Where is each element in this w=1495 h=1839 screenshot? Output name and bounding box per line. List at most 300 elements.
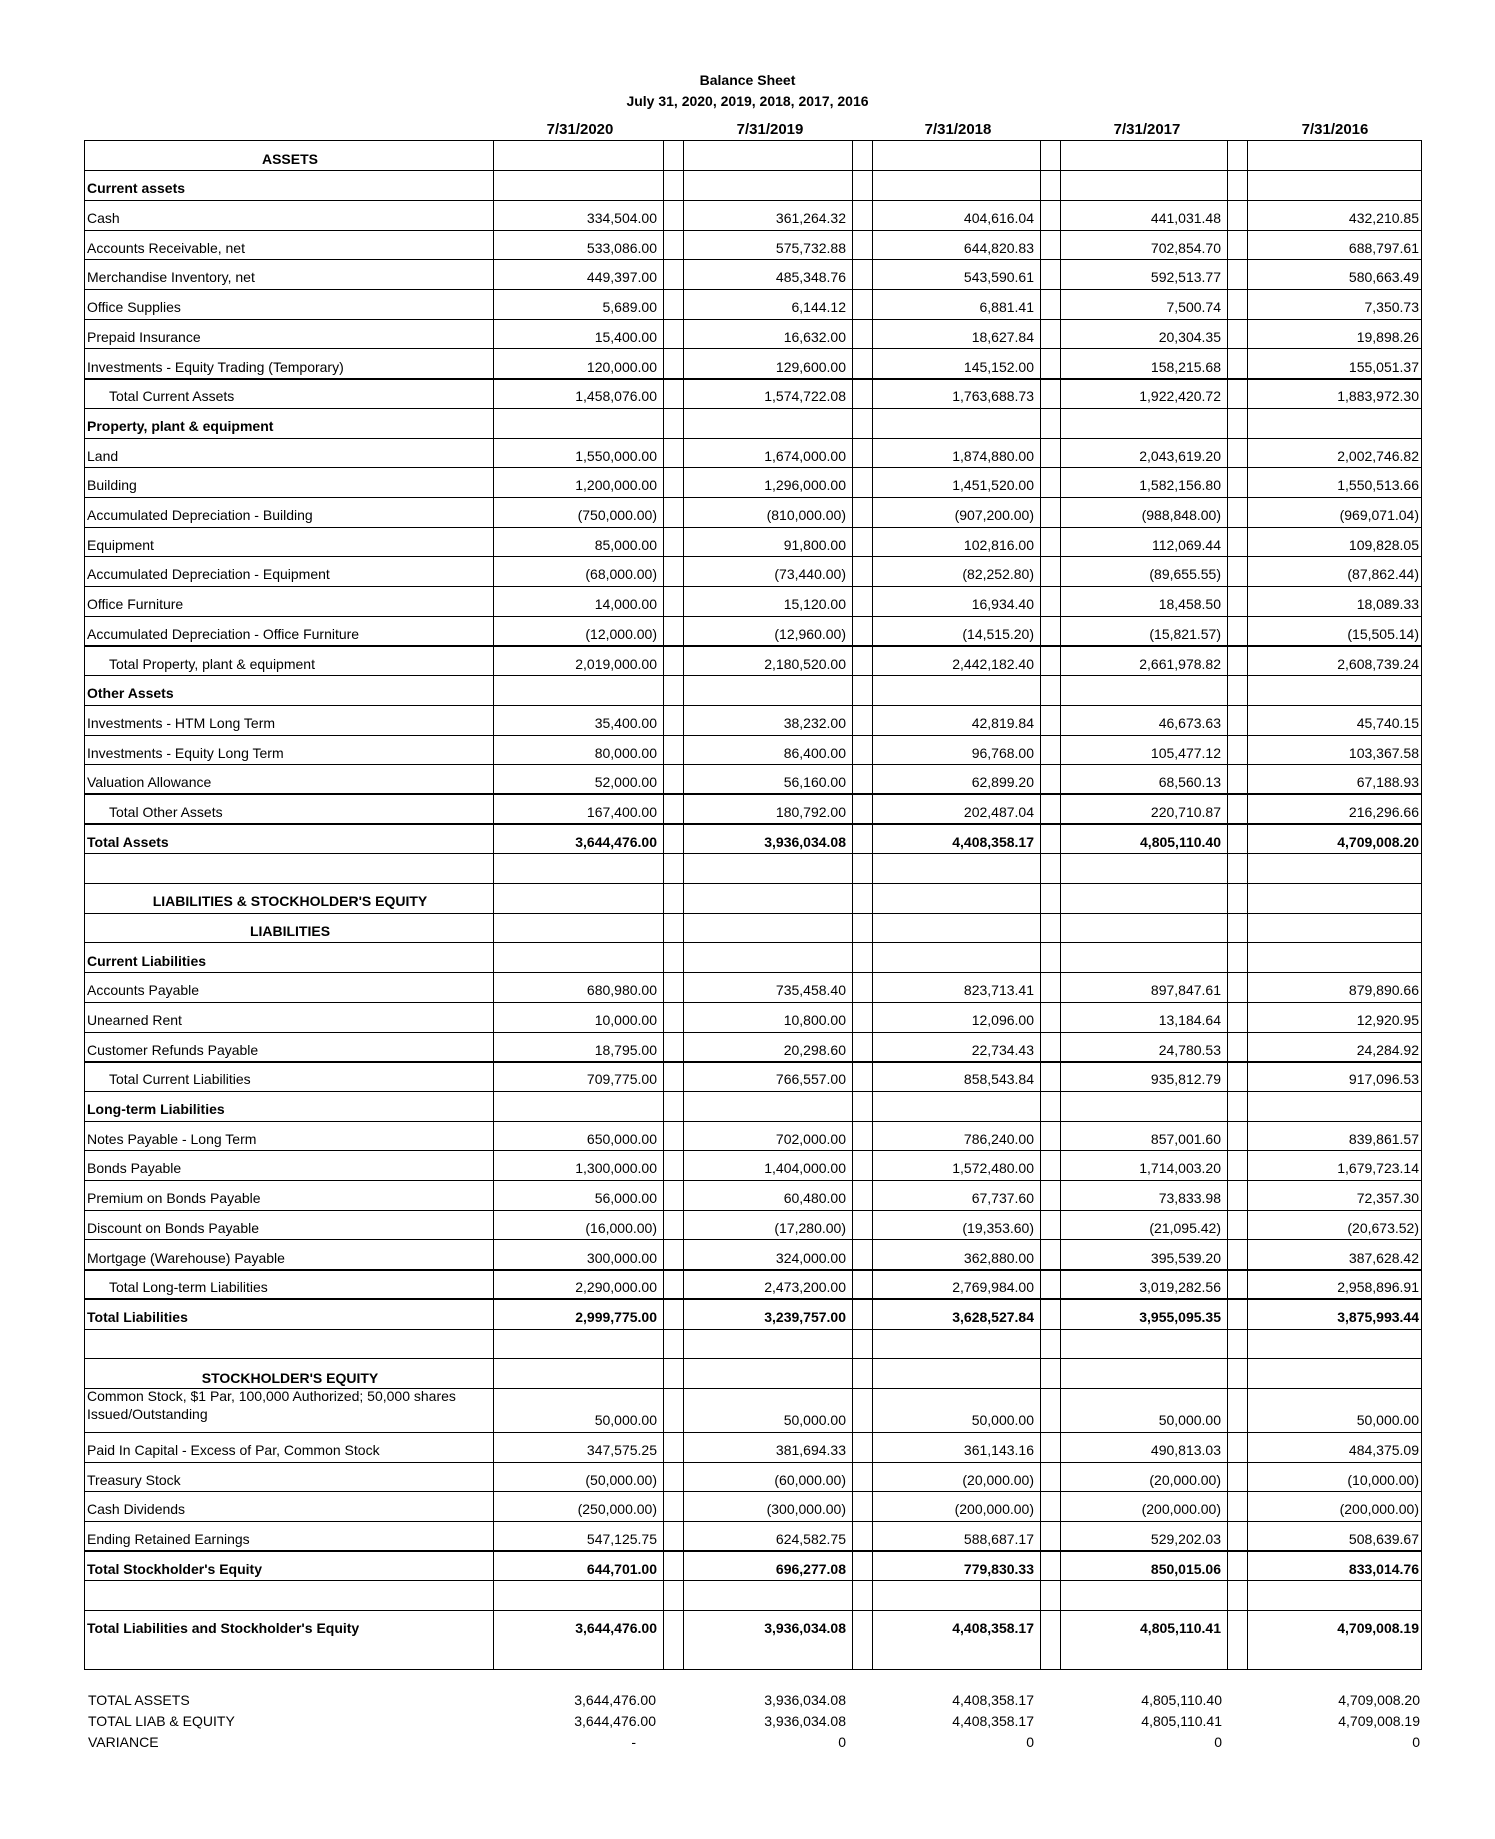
cell-value: 362,880.00 <box>963 1249 1034 1266</box>
cell-value: 86,400.00 <box>783 744 846 761</box>
cell-value: 3,936,034.08 <box>764 1620 846 1637</box>
cell-value: 15,120.00 <box>783 596 846 613</box>
cell-value: 449,397.00 <box>586 269 657 286</box>
cell-value: 702,854.70 <box>1150 239 1221 256</box>
row-label: Total Property, plant & equipment <box>109 655 315 672</box>
cell-value: 1,550,000.00 <box>575 447 657 464</box>
summary-label: VARIANCE <box>88 1734 159 1750</box>
cell-value: (87,862.44) <box>1347 566 1419 583</box>
table-row <box>85 1181 1421 1211</box>
cell-value: 216,296.66 <box>1348 804 1419 821</box>
cell-value: 1,714,003.20 <box>1139 1160 1221 1177</box>
table-row <box>85 646 1421 676</box>
row-label: Land <box>87 447 119 464</box>
row-label: Common Stock, $1 Par, 100,000 Authorized; 50,000 shares Issued/Outstanding <box>87 1388 456 1422</box>
table-row <box>85 557 1421 587</box>
cell-value: (12,000.00) <box>585 625 657 642</box>
table-row <box>85 379 1421 409</box>
cell-value: 547,125.75 <box>586 1531 657 1548</box>
row-label: Valuation Allowance <box>87 774 212 791</box>
row-label: Ending Retained Earnings <box>87 1531 250 1548</box>
cell-value: 50,000.00 <box>1158 1412 1221 1429</box>
cell-value: 20,304.35 <box>1158 328 1221 345</box>
table-row <box>85 349 1421 379</box>
cell-value: 96,768.00 <box>971 744 1034 761</box>
table-row <box>85 1210 1421 1240</box>
cell-value: (89,655.55) <box>1149 566 1221 583</box>
row-label: Current Liabilities <box>87 952 207 969</box>
cell-value: 300,000.00 <box>586 1249 657 1266</box>
cell-value: (16,000.00) <box>585 1219 657 1236</box>
cell-value: 112,069.44 <box>1151 536 1221 553</box>
cell-value: 508,639.67 <box>1348 1531 1419 1548</box>
cell-value: 1,296,000.00 <box>764 477 846 494</box>
cell-value: 533,086.00 <box>586 239 657 256</box>
cell-value: (750,000.00) <box>577 507 657 524</box>
cell-value: 10,800.00 <box>783 1011 846 1028</box>
row-label: Treasury Stock <box>87 1471 181 1488</box>
cell-value: (969,071.04) <box>1339 507 1419 524</box>
cell-value: 1,451,520.00 <box>952 477 1034 494</box>
cell-value: 13,184.64 <box>1158 1011 1221 1028</box>
cell-value: 1,300,000.00 <box>575 1160 657 1177</box>
cell-value: (200,000.00) <box>1141 1501 1221 1518</box>
cell-value: (300,000.00) <box>766 1501 846 1518</box>
cell-value: 6,881.41 <box>979 299 1034 316</box>
cell-value: 917,096.53 <box>1348 1071 1419 1088</box>
cell-value: 85,000.00 <box>594 536 657 553</box>
row-label: Cash Dividends <box>87 1501 186 1518</box>
cell-value: 22,734.43 <box>971 1041 1034 1058</box>
cell-value: 50,000.00 <box>1356 1412 1419 1429</box>
table-row <box>85 468 1421 498</box>
cell-value: 18,089.33 <box>1356 596 1419 613</box>
column-header: 7/31/2020 <box>546 121 614 138</box>
row-label: Current assets <box>87 180 186 197</box>
summary-value: 4,805,110.41 <box>1141 1713 1222 1729</box>
cell-value: 381,694.33 <box>775 1442 846 1459</box>
row-label: LIABILITIES <box>249 922 331 939</box>
table-row <box>85 616 1421 646</box>
sheet-subtitle: July 31, 2020, 2019, 2018, 2017, 2016 <box>626 93 869 109</box>
cell-value: (82,252.80) <box>962 566 1034 583</box>
cell-value: 543,590.61 <box>963 269 1034 286</box>
cell-value: 644,701.00 <box>586 1560 657 1577</box>
row-label: Investments - Equity Long Term <box>87 744 284 761</box>
cell-value: 16,934.40 <box>971 596 1034 613</box>
cell-value: 67,188.93 <box>1356 774 1419 791</box>
column-header: 7/31/2016 <box>1301 121 1369 138</box>
cell-value: 15,400.00 <box>594 328 657 345</box>
blank-row <box>85 1329 1421 1359</box>
cell-value: 80,000.00 <box>594 744 657 761</box>
row-label: Notes Payable - Long Term <box>87 1130 257 1147</box>
cell-value: 10,000.00 <box>594 1011 657 1028</box>
cell-value: 2,958,896.91 <box>1337 1279 1419 1296</box>
table-row <box>85 1299 1421 1329</box>
row-label: Customer Refunds Payable <box>87 1041 259 1058</box>
row-label: Total Other Assets <box>109 804 223 821</box>
row-label: Equipment <box>87 536 154 553</box>
cell-value: 16,632.00 <box>783 328 846 345</box>
cell-value: 347,575.25 <box>586 1442 657 1459</box>
cell-value: 155,051.37 <box>1348 358 1419 375</box>
cell-value: 588,687.17 <box>963 1531 1034 1548</box>
cell-value: 45,740.15 <box>1356 714 1419 731</box>
cell-value: (12,960.00) <box>774 625 846 642</box>
cell-value: 432,210.85 <box>1348 210 1419 227</box>
summary-value: 0 <box>1214 1734 1222 1750</box>
table-row <box>85 943 1421 973</box>
cell-value: (988,848.00) <box>1141 507 1221 524</box>
summary-value: 3,936,034.08 <box>764 1692 846 1708</box>
cell-value: 839,861.57 <box>1348 1130 1419 1147</box>
row-label: Investments - HTM Long Term <box>87 714 276 731</box>
cell-value: 395,539.20 <box>1150 1249 1221 1266</box>
cell-value: 2,473,200.00 <box>764 1279 846 1296</box>
cell-value: 52,000.00 <box>594 774 657 791</box>
row-label: Total Long-term Liabilities <box>109 1279 268 1296</box>
cell-value: 2,769,984.00 <box>952 1279 1034 1296</box>
blank-row <box>85 854 1421 884</box>
cell-value: 120,000.00 <box>586 358 657 375</box>
table-row <box>85 1270 1421 1300</box>
table-row <box>85 1062 1421 1092</box>
cell-value: 109,828.05 <box>1348 536 1419 553</box>
cell-value: 688,797.61 <box>1348 239 1419 256</box>
summary-row <box>84 1734 1424 1754</box>
cell-value: 2,608,739.24 <box>1337 655 1419 672</box>
summary-value: 0 <box>1026 1734 1034 1750</box>
cell-value: 4,805,110.41 <box>1140 1620 1221 1637</box>
cell-value: 696,277.08 <box>775 1560 846 1577</box>
sheet-title: Balance Sheet <box>699 72 796 88</box>
cell-value: (14,515.20) <box>962 625 1034 642</box>
cell-value: 12,920.95 <box>1356 1011 1419 1028</box>
cell-value: 7,350.73 <box>1364 299 1419 316</box>
row-label: Cash <box>87 210 120 227</box>
row-label: Merchandise Inventory, net <box>87 269 255 286</box>
cell-value: 50,000.00 <box>783 1412 846 1429</box>
table-row <box>85 1462 1421 1492</box>
cell-value: 67,737.60 <box>971 1190 1034 1207</box>
table-row <box>85 171 1421 201</box>
cell-value: 4,709,008.19 <box>1337 1620 1419 1637</box>
cell-value: (20,673.52) <box>1347 1219 1419 1236</box>
table-row <box>85 200 1421 230</box>
cell-value: 387,628.42 <box>1348 1249 1419 1266</box>
cell-value: (21,095.42) <box>1149 1219 1221 1236</box>
row-label: Discount on Bonds Payable <box>87 1219 259 1236</box>
table-row <box>85 735 1421 765</box>
summary-value: 3,936,034.08 <box>764 1713 846 1729</box>
table-row <box>85 1240 1421 1270</box>
table-row <box>85 1611 1421 1641</box>
cell-value: (60,000.00) <box>774 1471 846 1488</box>
table-row <box>85 497 1421 527</box>
summary-value: 4,408,358.17 <box>952 1692 1034 1708</box>
cell-value: (17,280.00) <box>774 1219 846 1236</box>
cell-value: 709,775.00 <box>586 1071 657 1088</box>
cell-value: 823,713.41 <box>963 982 1034 999</box>
cell-value: 404,616.04 <box>963 210 1034 227</box>
cell-value: 361,264.32 <box>775 210 846 227</box>
cell-value: 180,792.00 <box>775 804 846 821</box>
column-header: 7/31/2018 <box>924 121 992 138</box>
cell-value: 6,144.12 <box>791 299 846 316</box>
cell-value: 580,663.49 <box>1348 269 1419 286</box>
cell-value: 2,290,000.00 <box>575 1279 657 1296</box>
cell-value: 202,487.04 <box>963 804 1034 821</box>
cell-value: 779,830.33 <box>963 1560 1034 1577</box>
summary-row <box>84 1713 1424 1733</box>
row-label: Building <box>87 477 137 494</box>
row-label: Accounts Receivable, net <box>87 239 245 256</box>
table-row <box>85 290 1421 320</box>
table-row <box>85 884 1421 914</box>
table-row <box>85 230 1421 260</box>
row-label: Other Assets <box>87 685 174 702</box>
cell-value: 3,644,476.00 <box>575 833 657 850</box>
summary-value: 4,709,008.20 <box>1338 1692 1420 1708</box>
cell-value: (20,000.00) <box>1149 1471 1221 1488</box>
cell-value: 3,239,757.00 <box>764 1308 846 1325</box>
row-label: Office Supplies <box>87 299 181 316</box>
cell-value: (15,821.57) <box>1149 625 1221 642</box>
cell-value: 1,582,156.80 <box>1139 477 1221 494</box>
cell-value: 490,813.03 <box>1150 1442 1221 1459</box>
cell-value: (10,000.00) <box>1347 1471 1419 1488</box>
summary-value: 3,644,476.00 <box>574 1713 656 1729</box>
table-row <box>85 1032 1421 1062</box>
cell-value: 73,833.98 <box>1158 1190 1221 1207</box>
cell-value: 361,143.16 <box>963 1442 1034 1459</box>
row-label: Property, plant & equipment <box>87 417 274 434</box>
cell-value: 441,031.48 <box>1150 210 1221 227</box>
cell-value: 24,284.92 <box>1356 1041 1419 1058</box>
cell-value: 56,160.00 <box>783 774 846 791</box>
table-row <box>85 794 1421 824</box>
cell-value: 680,980.00 <box>586 982 657 999</box>
cell-value: 1,874,880.00 <box>952 447 1034 464</box>
row-label: Total Current Liabilities <box>109 1071 251 1088</box>
cell-value: 35,400.00 <box>594 714 657 731</box>
table-row <box>85 1121 1421 1151</box>
cell-value: 103,367.58 <box>1348 744 1419 761</box>
summary-value: 0 <box>838 1734 846 1750</box>
table-row <box>85 1002 1421 1032</box>
cell-value: 735,458.40 <box>775 982 846 999</box>
table-row <box>85 676 1421 706</box>
table-row <box>85 1091 1421 1121</box>
cell-value: 1,200,000.00 <box>575 477 657 494</box>
cell-value: 3,955,095.35 <box>1139 1308 1221 1325</box>
cell-value: 19,898.26 <box>1356 328 1419 345</box>
cell-value: 38,232.00 <box>783 714 846 731</box>
row-label: Office Furniture <box>87 596 184 613</box>
row-label: Total Assets <box>87 833 169 850</box>
cell-value: 102,816.00 <box>963 536 1034 553</box>
cell-value: 145,152.00 <box>963 358 1034 375</box>
column-header: 7/31/2019 <box>736 121 804 138</box>
cell-value: 158,215.68 <box>1150 358 1221 375</box>
cell-value: (50,000.00) <box>585 1471 657 1488</box>
table-row <box>85 1522 1421 1552</box>
cell-value: (907,200.00) <box>954 507 1034 524</box>
table-row <box>85 319 1421 349</box>
cell-value: 220,710.87 <box>1150 804 1221 821</box>
summary-row <box>84 1692 1424 1712</box>
cell-value: 1,574,722.08 <box>764 388 846 405</box>
cell-value: 24,780.53 <box>1158 1041 1221 1058</box>
cell-value: 1,458,076.00 <box>575 388 657 405</box>
cell-value: 167,400.00 <box>586 804 657 821</box>
row-label: Prepaid Insurance <box>87 328 201 345</box>
cell-value: 5,689.00 <box>602 299 657 316</box>
table-row <box>85 527 1421 557</box>
row-label: STOCKHOLDER'S EQUITY <box>201 1370 379 1387</box>
cell-value: 935,812.79 <box>1150 1071 1221 1088</box>
column-header: 7/31/2017 <box>1113 121 1181 138</box>
cell-value: 2,442,182.40 <box>952 655 1034 672</box>
table-row <box>85 824 1421 854</box>
cell-value: 3,936,034.08 <box>764 833 846 850</box>
cell-value: 857,001.60 <box>1150 1130 1221 1147</box>
cell-value: 485,348.76 <box>775 269 846 286</box>
cell-value: 2,043,619.20 <box>1139 447 1221 464</box>
cell-value: 1,572,480.00 <box>952 1160 1034 1177</box>
row-label: Accumulated Depreciation - Office Furniture <box>87 625 360 642</box>
summary-value: - <box>631 1734 636 1750</box>
cell-value: 624,582.75 <box>775 1531 846 1548</box>
table-row <box>85 765 1421 795</box>
cell-value: 3,875,993.44 <box>1337 1308 1419 1325</box>
row-label: Bonds Payable <box>87 1160 182 1177</box>
row-label: Paid In Capital - Excess of Par, Common Stock <box>87 1442 380 1459</box>
summary-value: 4,709,008.19 <box>1338 1713 1420 1729</box>
cell-value: 2,999,775.00 <box>575 1308 657 1325</box>
table-row <box>85 1388 1421 1432</box>
cell-value: (200,000.00) <box>1339 1501 1419 1518</box>
cell-value: 60,480.00 <box>783 1190 846 1207</box>
table-row <box>85 973 1421 1003</box>
row-label: Total Current Assets <box>109 388 235 405</box>
row-label: ASSETS <box>261 150 318 167</box>
cell-value: 4,408,358.17 <box>952 833 1034 850</box>
row-label: Mortgage (Warehouse) Payable <box>87 1249 285 1266</box>
cell-value: 858,543.84 <box>963 1071 1034 1088</box>
cell-value: 4,709,008.20 <box>1337 833 1419 850</box>
cell-value: 3,628,527.84 <box>952 1308 1034 1325</box>
cell-value: (810,000.00) <box>766 507 846 524</box>
cell-value: 1,883,972.30 <box>1337 388 1419 405</box>
row-label: Total Stockholder's Equity <box>87 1560 262 1577</box>
summary-label: TOTAL LIAB & EQUITY <box>88 1713 235 1729</box>
table-row <box>85 1359 1421 1389</box>
row-label: Accumulated Depreciation - Equipment <box>87 566 330 583</box>
cell-value: 1,922,420.72 <box>1139 388 1221 405</box>
cell-value: 1,674,000.00 <box>764 447 846 464</box>
cell-value: 68,560.13 <box>1158 774 1221 791</box>
cell-value: 105,477.12 <box>1150 744 1221 761</box>
cell-value: 91,800.00 <box>783 536 846 553</box>
table-row <box>85 1551 1421 1581</box>
cell-value: 18,627.84 <box>971 328 1034 345</box>
table-row <box>85 705 1421 735</box>
table-row <box>85 587 1421 617</box>
row-label: Investments - Equity Trading (Temporary) <box>87 358 344 375</box>
cell-value: 324,000.00 <box>775 1249 846 1266</box>
cell-value: (250,000.00) <box>577 1501 657 1518</box>
cell-value: 18,458.50 <box>1158 596 1221 613</box>
cell-value: 833,014.76 <box>1348 1560 1419 1577</box>
cell-value: 334,504.00 <box>586 210 657 227</box>
cell-value: 3,644,476.00 <box>575 1620 657 1637</box>
table-row <box>85 1432 1421 1462</box>
cell-value: 18,795.00 <box>594 1041 657 1058</box>
summary-value: 4,805,110.40 <box>1141 1692 1222 1708</box>
summary-value: 4,408,358.17 <box>952 1713 1034 1729</box>
cell-value: 702,000.00 <box>775 1130 846 1147</box>
row-label: LIABILITIES & STOCKHOLDER'S EQUITY <box>152 893 428 910</box>
cell-value: 42,819.84 <box>971 714 1034 731</box>
cell-value: 592,513.77 <box>1150 269 1221 286</box>
cell-value: 766,557.00 <box>775 1071 846 1088</box>
cell-value: (19,353.60) <box>962 1219 1034 1236</box>
cell-value: 7,500.74 <box>1166 299 1221 316</box>
cell-value: 1,679,723.14 <box>1337 1160 1419 1177</box>
cell-value: 879,890.66 <box>1348 982 1419 999</box>
cell-value: 4,805,110.40 <box>1140 833 1221 850</box>
cell-value: 897,847.61 <box>1150 982 1221 999</box>
cell-value: 20,298.60 <box>783 1041 846 1058</box>
cell-value: (73,440.00) <box>774 566 846 583</box>
summary-value: 0 <box>1412 1734 1420 1750</box>
cell-value: 129,600.00 <box>775 358 846 375</box>
cell-value: 46,673.63 <box>1158 714 1221 731</box>
cell-value: 575,732.88 <box>775 239 846 256</box>
table-row <box>85 1492 1421 1522</box>
table-row <box>85 438 1421 468</box>
cell-value: 644,820.83 <box>963 239 1034 256</box>
row-label: Premium on Bonds Payable <box>87 1190 261 1207</box>
cell-value: 4,408,358.17 <box>952 1620 1034 1637</box>
cell-value: 2,661,978.82 <box>1139 655 1221 672</box>
cell-value: 56,000.00 <box>594 1190 657 1207</box>
cell-value: (15,505.14) <box>1347 625 1419 642</box>
row-label: Total Liabilities <box>87 1308 188 1325</box>
cell-value: (200,000.00) <box>954 1501 1034 1518</box>
cell-value: 50,000.00 <box>971 1412 1034 1429</box>
balance-sheet-table <box>84 140 1422 1670</box>
cell-value: 650,000.00 <box>586 1130 657 1147</box>
cell-value: 2,002,746.82 <box>1337 447 1419 464</box>
row-label: Unearned Rent <box>87 1011 182 1028</box>
cell-value: 3,019,282.56 <box>1139 1279 1221 1296</box>
cell-value: 50,000.00 <box>594 1412 657 1429</box>
cell-value: 786,240.00 <box>963 1130 1034 1147</box>
cell-value: (20,000.00) <box>962 1471 1034 1488</box>
row-label: Accumulated Depreciation - Building <box>87 507 313 524</box>
table-row <box>85 1151 1421 1181</box>
blank-row <box>85 1581 1421 1611</box>
row-label: Accounts Payable <box>87 982 200 999</box>
row-label: Long-term Liabilities <box>87 1101 225 1118</box>
cell-value: 2,180,520.00 <box>764 655 846 672</box>
cell-value: 14,000.00 <box>594 596 657 613</box>
cell-value: 529,202.03 <box>1150 1531 1221 1548</box>
row-label: Total Liabilities and Stockholder's Equity <box>87 1620 360 1637</box>
